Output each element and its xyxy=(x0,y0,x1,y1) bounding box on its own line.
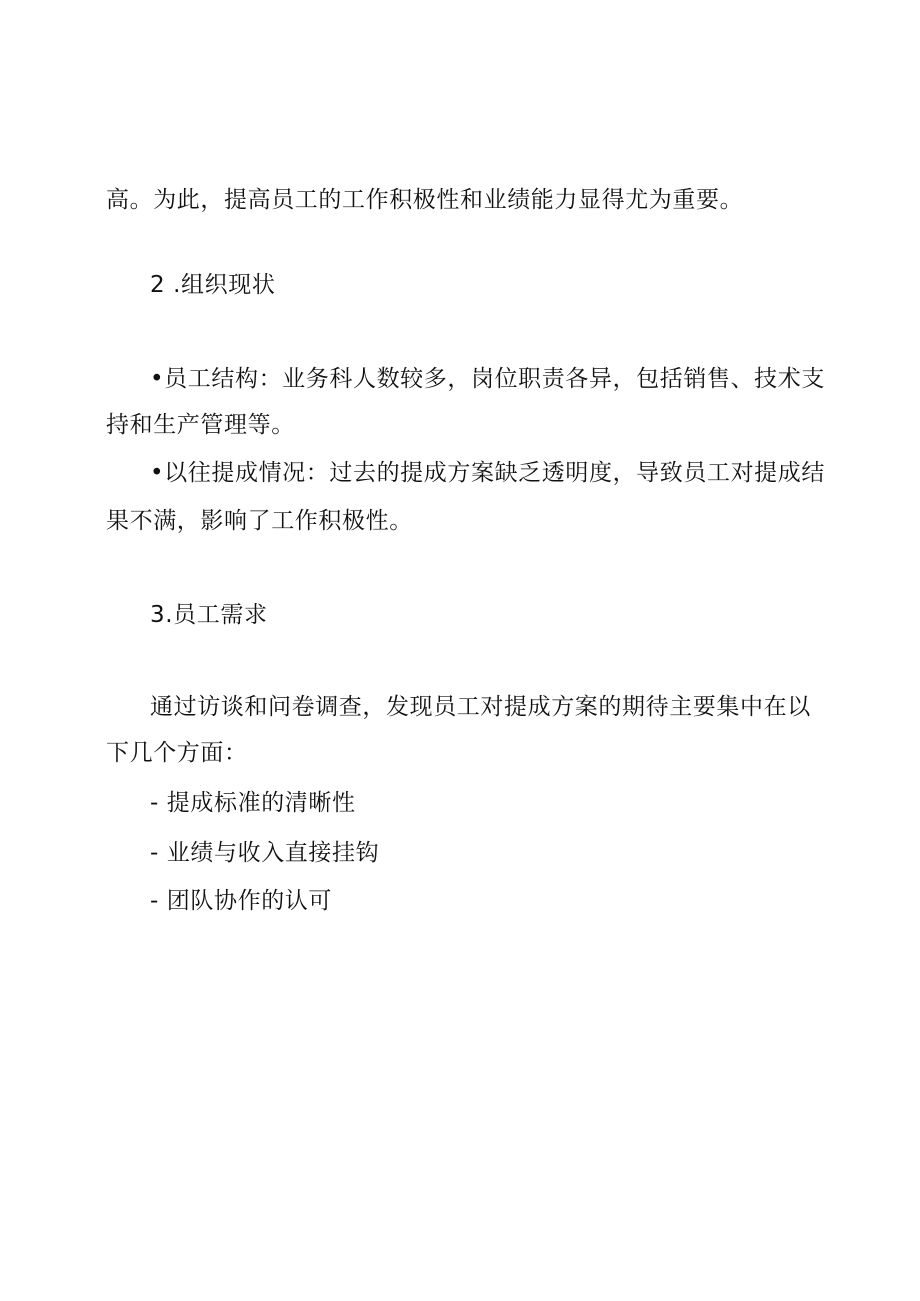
list-item: - 提成标准的清晰性 xyxy=(150,790,356,816)
survey-paragraph-line1: 通过访谈和问卷调查，发现员工对提成方案的期待主要集中在以 xyxy=(150,694,811,720)
section-2-heading: 2 .组织现状 xyxy=(150,272,276,298)
bullet-staff-structure-line2: 持和生产管理等。 xyxy=(106,412,295,438)
list-item: - 团队协作的认可 xyxy=(150,888,333,914)
list-item: - 业绩与收入直接挂钩 xyxy=(150,840,380,866)
bullet-past-commission-line1: •以往提成情况：过去的提成方案缺乏透明度，导致员工对提成结 xyxy=(150,460,825,486)
survey-paragraph-line2: 下几个方面： xyxy=(106,740,248,766)
bullet-past-commission-line2: 果不满，影响了工作积极性。 xyxy=(106,508,413,534)
section-3-heading: 3.员工需求 xyxy=(150,602,268,628)
intro-continuation: 高。为此，提高员工的工作积极性和业绩能力显得尤为重要。 xyxy=(106,187,744,213)
bullet-staff-structure-line1: •员工结构：业务科人数较多，岗位职责各异，包括销售、技术支 xyxy=(150,366,825,392)
